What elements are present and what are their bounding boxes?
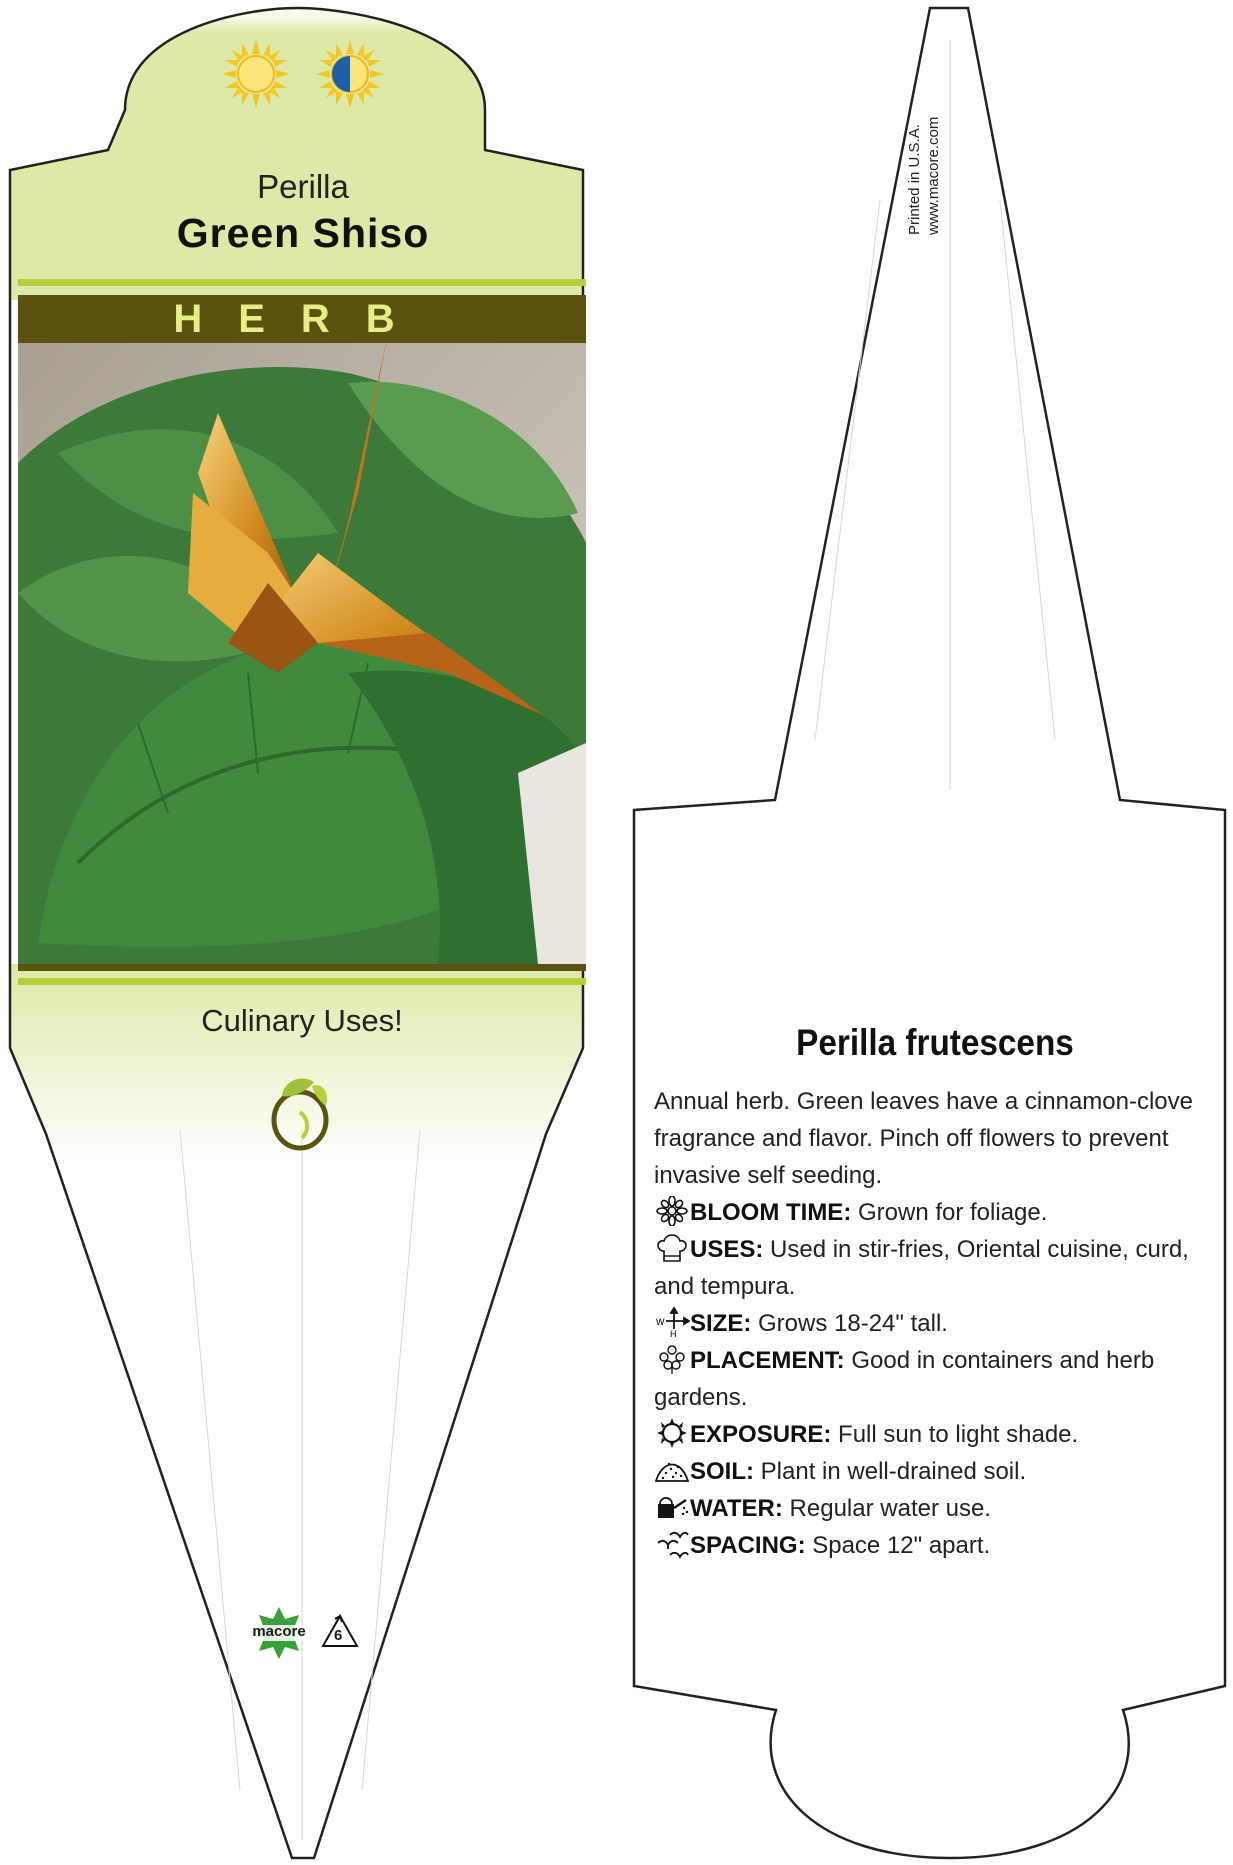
svg-text:W: W <box>656 1317 665 1327</box>
attr-placement <box>654 1342 1214 1416</box>
lime-stripe-top <box>18 279 586 286</box>
attr-size <box>654 1305 1214 1342</box>
plant-genus: Perilla <box>257 168 349 205</box>
attr-label: EXPOSURE: <box>690 1421 832 1448</box>
attr-uses <box>654 1231 1214 1305</box>
attr-bloom-time <box>654 1194 1214 1231</box>
printed-in-usa: Printed in U.S.A. <box>906 124 923 235</box>
shiso-crane-image <box>18 343 586 964</box>
sun-outline-icon <box>654 1418 690 1448</box>
exposure-icons <box>220 38 386 110</box>
soil-mound-icon <box>654 1455 690 1485</box>
attr-spacing <box>654 1527 1214 1564</box>
botanical-name: Perilla frutescens <box>796 1022 1074 1063</box>
attr-value: Grown for foliage. <box>851 1199 1048 1226</box>
attr-soil <box>654 1453 1214 1490</box>
chef-hat-icon <box>654 1233 690 1263</box>
tagline: Culinary Uses! <box>201 1003 403 1038</box>
svg-text:H: H <box>670 1329 677 1337</box>
attr-label: WATER: <box>690 1495 783 1522</box>
part-sun-icon <box>314 38 386 110</box>
full-sun-icon <box>220 38 292 110</box>
attr-water <box>654 1490 1214 1527</box>
placement-flowers-icon <box>654 1344 690 1374</box>
brand-name: macore <box>252 1623 306 1640</box>
plant-photo <box>18 343 586 964</box>
attr-value: Grows 18-24" tall. <box>751 1310 948 1337</box>
attr-label: BLOOM TIME: <box>690 1199 852 1226</box>
attr-label: SOIL: <box>690 1458 754 1485</box>
recycle-code: 6 <box>334 1627 343 1644</box>
attr-value: Used in stir-fries, Oriental cuisine, curd, and tempura. <box>654 1236 1189 1300</box>
attr-label: PLACEMENT: <box>690 1347 845 1374</box>
spacing-sprouts-icon <box>654 1529 690 1559</box>
size-arrows-icon <box>654 1307 690 1337</box>
category-band: HERB <box>18 295 586 343</box>
back-tag-outline <box>634 8 1225 1858</box>
attr-value: Full sun to light shade. <box>831 1421 1079 1448</box>
description: Annual herb. Green leaves have a cinnamon-clove fragrance and flavor. Pinch off flowers to prevent invasive self seeding. <box>654 1088 1193 1189</box>
brand-logo <box>244 1605 314 1661</box>
plant-common-name: Green Shiso <box>176 210 430 256</box>
flower-icon <box>654 1196 690 1226</box>
seed-sprout-logo-icon <box>270 1072 334 1152</box>
lime-stripe-bottom <box>18 978 586 985</box>
printer-url: www.macore.com <box>925 116 942 235</box>
attr-value: Space 12" apart. <box>805 1532 991 1559</box>
care-info <box>654 1083 1214 1564</box>
attr-value: Plant in well-drained soil. <box>754 1458 1027 1485</box>
attr-label: SPACING: <box>690 1532 806 1559</box>
attr-value: Good in containers and herb gardens. <box>654 1347 1155 1411</box>
watering-can-icon <box>654 1492 690 1522</box>
recycle-symbol <box>320 1613 360 1651</box>
printed-info <box>905 117 943 235</box>
attr-label: SIZE: <box>690 1310 752 1337</box>
attr-exposure <box>654 1416 1214 1453</box>
olive-stripe-bottom <box>18 964 586 971</box>
attr-label: USES: <box>690 1236 764 1263</box>
attr-value: Regular water use. <box>782 1495 991 1522</box>
